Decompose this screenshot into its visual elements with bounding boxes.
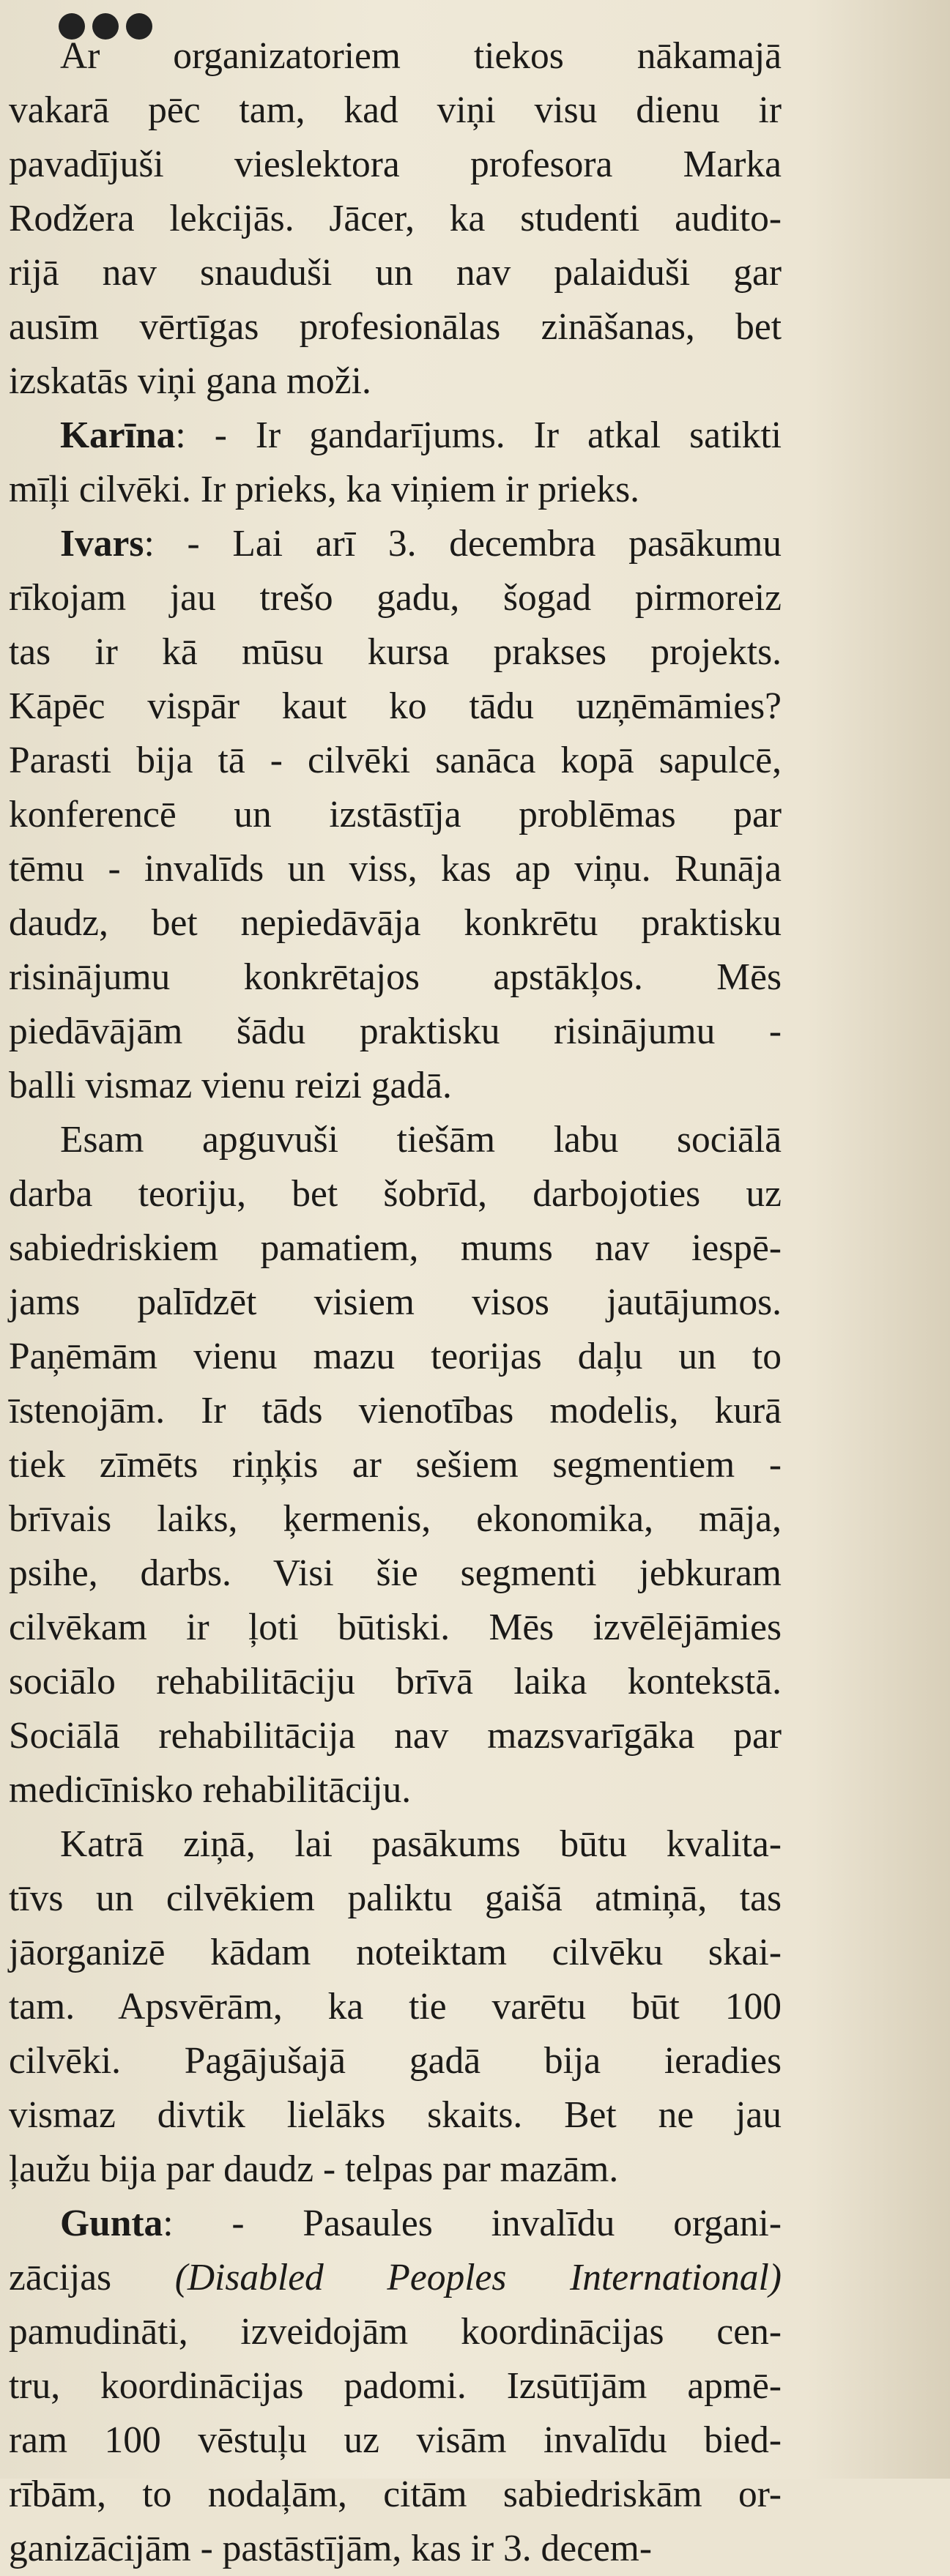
text-line: tēmu - invalīds un viss, kas ap viņu. Runāja xyxy=(9,848,782,890)
text-line: psihe, darbs. Visi šie segmenti jebkuram xyxy=(9,1552,782,1594)
text-line: darba teoriju, bet šobrīd, darbojoties uz xyxy=(9,1173,782,1215)
text-line: daudz, bet nepiedāvāja konkrētu praktisku xyxy=(9,902,782,944)
text-line: ram 100 vēstuļu uz visām invalīdu bied- xyxy=(9,2419,782,2461)
text-line: Rodžera lekcijās. Jācer, ka studenti audito- xyxy=(9,198,782,239)
text-line: tas ir kā mūsu kursa prakses projekts. xyxy=(9,631,782,673)
text-line: rijā nav snauduši un nav palaiduši gar xyxy=(9,252,782,294)
speaker-name: Gunta xyxy=(60,2203,163,2244)
speaker-name: Karīna xyxy=(60,414,176,456)
text-line: risinājumu konkrētajos apstākļos. Mēs xyxy=(9,956,782,998)
text-line: sociālo rehabilitāciju brīvā laika kontekstā. xyxy=(9,1661,782,1702)
text-line: Katrā ziņā, lai pasākums būtu kvalita- xyxy=(60,1823,782,1865)
text-line: Esam apguvuši tiešām labu sociālā xyxy=(60,1119,782,1161)
text-line xyxy=(9,517,782,571)
text-line: brīvais laiks, ķermenis, ekonomika, māja, xyxy=(9,1498,782,1540)
text-line: zācijas (Disabled Peoples International) xyxy=(9,2257,782,2298)
text-line: Parasti bija tā - cilvēki sanāca kopā sapulcē, xyxy=(9,740,782,781)
text-line: Ar organizatoriem tiekos nākamajā xyxy=(60,35,782,77)
line-text: : - Pasaules invalīdu organi- xyxy=(163,2203,782,2244)
text-line: piedāvājām šādu praktisku risinājumu - xyxy=(9,1010,782,1052)
text-line: rībām, to nodaļām, citām sabiedriskām or- xyxy=(9,2473,782,2515)
text-line: Paņēmām vienu mazu teorijas daļu un to xyxy=(9,1336,782,1377)
text-line: tam. Apsvērām, ka tie varētu būt 100 xyxy=(9,1986,782,2028)
text-line: balli vismaz vienu reizi gadā. xyxy=(9,1065,452,1106)
article-paragraph xyxy=(9,1113,782,1817)
text-line: jams palīdzēt visiem visos jautājumos. xyxy=(9,1281,782,1323)
text-line: sabiedriskiem pamatiem, mums nav iespē- xyxy=(9,1227,782,1269)
article-paragraph xyxy=(9,29,782,409)
text-line: medicīnisko rehabilitāciju. xyxy=(9,1769,412,1811)
text-line: ausīm vērtīgas profesionālas zināšanas, bet xyxy=(9,306,782,348)
text-line xyxy=(9,2197,782,2251)
article-column xyxy=(9,29,782,2569)
text-line: Kāpēc vispār kaut ko tādu uzņēmāmies? xyxy=(9,685,782,727)
text-line: rīkojam jau trešo gadu, šogad pirmoreiz xyxy=(9,577,782,619)
article-paragraph xyxy=(9,517,782,1113)
text-line: pavadījuši vieslektora profesora Marka xyxy=(9,144,782,185)
text-line: konferencē un izstāstīja problēmas par xyxy=(9,794,782,835)
article-paragraph xyxy=(9,2197,782,2576)
line-text: : - Ir gandarījums. Ir atkal satikti xyxy=(175,414,782,456)
text-line: tīvs un cilvēkiem paliktu gaišā atmiņā, tas xyxy=(9,1877,782,1919)
text-line: tru, koordinācijas padomi. Izsūtījām apmē- xyxy=(9,2365,782,2407)
text-line: cilvēki. Pagājušajā gadā bija ieradies xyxy=(9,2040,782,2082)
text-line: pamudināti, izveidojām koordinācijas cen- xyxy=(9,2311,782,2353)
text-line: vismaz divtik lielāks skaits. Bet ne jau xyxy=(9,2094,782,2136)
text-line xyxy=(9,409,782,463)
line-text: : - Lai arī 3. decembra pasākumu xyxy=(144,523,782,565)
speaker-name: Ivars xyxy=(60,523,144,565)
text-line: cilvēkam ir ļoti būtiski. Mēs izvēlējāmies xyxy=(9,1607,782,1648)
text-line: ganizācijām - pastāstījām, kas ir 3. decem- xyxy=(9,2528,653,2569)
text-line: Sociālā rehabilitācija nav mazsvarīgāka par xyxy=(9,1715,782,1757)
text-line: ļaužu bija par daudz - telpas par mazām. xyxy=(9,2148,619,2190)
text-line: īstenojām. Ir tāds vienotības modelis, kurā xyxy=(9,1390,782,1432)
article-paragraph xyxy=(9,409,782,517)
text-line: izskatās viņi gana moži. xyxy=(9,360,371,402)
text-line: tiek zīmēts riņķis ar sešiem segmentiem - xyxy=(9,1444,782,1486)
text-line: vakarā pēc tam, kad viņi visu dienu ir xyxy=(9,89,782,131)
text-line: mīļi cilvēki. Ir prieks, ka viņiem ir prieks. xyxy=(9,469,639,510)
article-paragraph xyxy=(9,1817,782,2197)
text-line: jāorganizē kādam noteiktam cilvēku skai- xyxy=(9,1932,782,1973)
